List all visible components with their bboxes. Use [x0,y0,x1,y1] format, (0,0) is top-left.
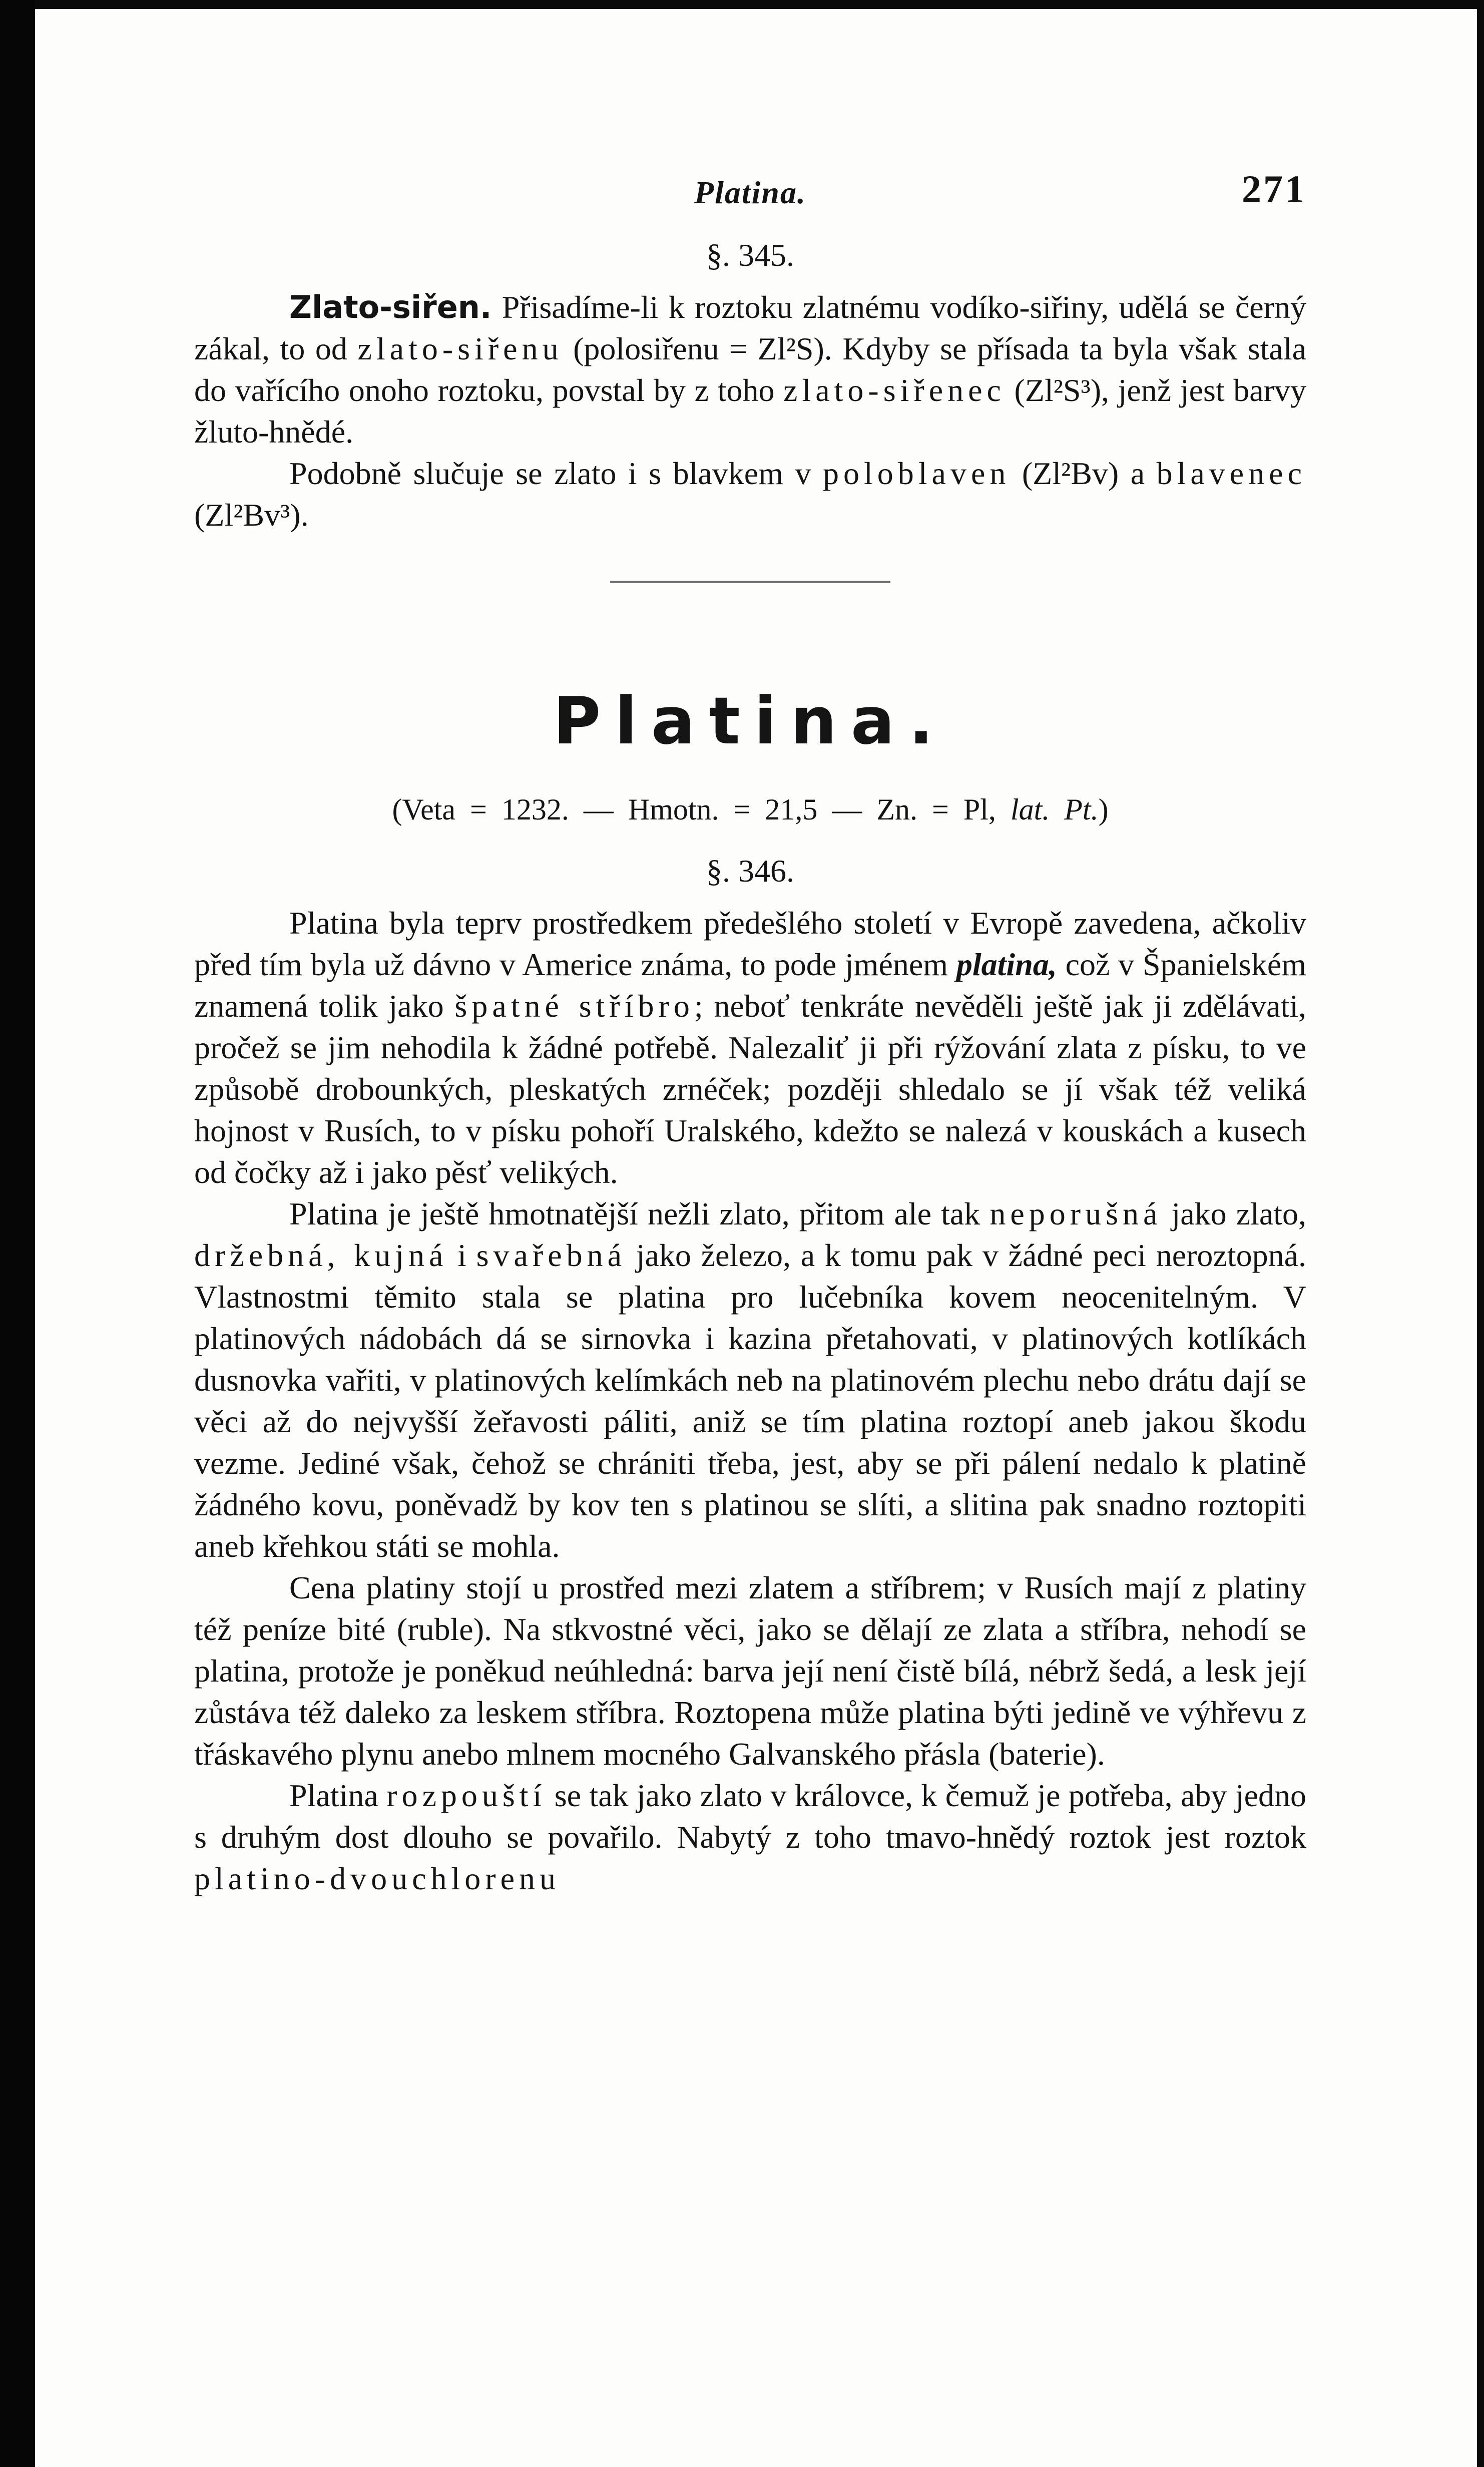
spaced-term: platino-dvouchlorenu [194,1861,560,1896]
spaced-term: zlato-siřenec [783,372,1006,408]
element-info-main: (Veta = 1232. — Hmotn. = 21,5 — Zn. = Pl, [392,793,996,826]
italic-term: platina, [956,947,1057,982]
section-divider [610,581,890,583]
spaced-term: blavenec [1156,456,1307,491]
text-run: (polosiřenu = Zl²S). Kdyby se přísada ta byla však stala do vařícího onoho roztoku, povstal by z toho [194,331,1307,408]
element-info [194,789,1306,830]
text-run: jako zlato, [1162,1196,1307,1231]
text-run: jako železo, a k tomu pak v žádné peci neroztopná. Vlastnostmi těmito stala se platina pro lučebníka kovem neocenitelným. V platinových nádobách dá se sirnovka i kazina přetahovati, v platinových kotlíkách dusnovka vařiti, v platinových kelímkách neb na platinovém plechu nebo drátu dají se věci až do nejvyšší žeřavosti páliti, aniž se tím platina roztopí aneb jakou škodu vezme. Jediné však, čehož se chrániti třeba, jest, aby se při pálení nedalo k platině žádného kovu, poněvadž by kov ten s platinou se slíti, a slitina pak snadno roztopiti aneb křehkou státi se mohla. [194,1238,1307,1564]
paragraph-blavek [194,453,1306,536]
scan-border-top [0,0,1484,9]
running-head: Platina. [694,175,807,210]
lead-term: Zlato-siřen. [289,289,492,325]
paragraph-history [194,902,1306,1193]
chapter-title: Platina. [553,683,947,759]
text-run: Platina je ještě hmotnatější nežli zlato, přitom ale tak [289,1196,990,1231]
spaced-term: zlato-siřenu [357,331,563,366]
spaced-term: držebná, kujná [194,1238,448,1273]
text-run: Přisadíme-li k roztoku zlatnému vodíko-siřiny, udělá se černý zákal, to od [194,289,1306,366]
text-run: Platina byla teprv prostředkem předešlého století v Evropě zavedena, ačkoliv před tím byla už dávno v Americe známa, to pode jménem [194,905,1306,982]
text-run: se tak jako zlato v královce, k čemuž je potřeba, aby jedno s druhým dost dlouho se povařilo. Nabytý z toho tmavo-hnědý roztok jest roztok [194,1778,1307,1855]
section-345-mark: §. 345. [706,237,794,273]
scan-border-left [0,0,35,2467]
paragraph-price: Cena platiny stojí u prostřed mezi zlatem a stříbrem; v Rusích mají z platiny též peníze bité (ruble). Na stkvostné věci, jako se dělají ze zlata a stříbra, nehodí se platina, protože je poněkud neúhledná: barva její není čistě bílá, nébrž šedá, a lesk její zůstáva též daleko za leskem stříbra. Roztopena může platina býti jedině ve výhřevu z třáskavého plynu anebo mlnem mocného Galvanského přásla (baterie). [194,1570,1306,1772]
text-run: ; neboť tenkráte nevěděli ještě jak ji zdělávati, pročež se jim nehodila k žádné potřebě. Nalezaliť ji při rýžování zlata z písku, to ve způsobě drobounkých, pleskatých zrnéček; později shledalo se jí však též veliká hojnost v Rusích, to v písku pohoří Uralského, kdežto se nalezá v kouskách a kusech od čočky až i jako pěsť velikých. [194,988,1307,1190]
element-info-latin: lat. Pt. [1010,793,1099,826]
page-header [194,159,1306,229]
paragraph-dissolving [194,1775,1306,1899]
text-run: Podobně slučuje se zlato i s blavkem v [289,456,823,491]
page-content [194,159,1306,1899]
section-346-mark: §. 346. [706,853,794,889]
paragraph-properties [194,1193,1306,1567]
element-info-close: ) [1098,793,1109,826]
scan-border-right [1477,0,1484,2467]
spaced-term: špatné stříbro [454,988,694,1024]
spaced-term: neporušná [990,1196,1162,1231]
text-run: i [447,1238,476,1273]
paragraph-zlato-siren [194,286,1306,453]
book-page [35,9,1477,2467]
text-run: (Zl²Bv³). [194,497,309,533]
text-run: (Zl²S³), jenž jest barvy žluto-hnědé. [194,372,1307,450]
spaced-term: rozpouští [386,1778,547,1813]
page-number: 271 [1242,167,1306,211]
spaced-term: poloblaven [822,456,1011,491]
text-run: (Zl²Bv) a [1010,456,1157,491]
text-run: Platina [289,1778,387,1813]
text-run: což v Španielském znamená tolik jako [194,947,1307,1024]
spaced-term: svařebná [476,1238,627,1273]
